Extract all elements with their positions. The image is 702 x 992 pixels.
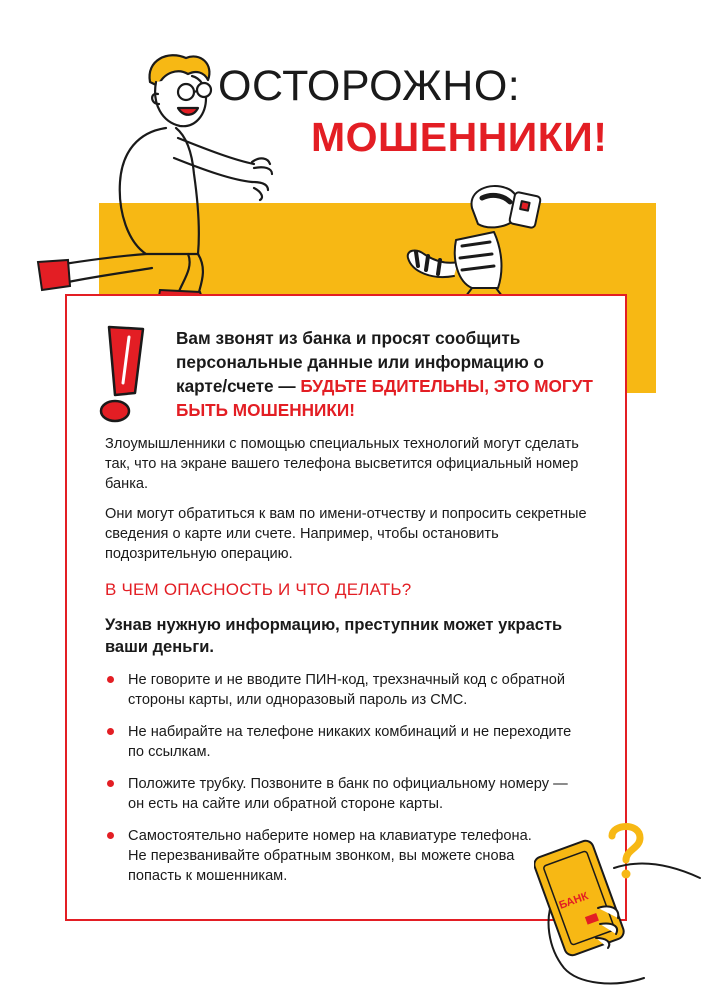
exclamation-icon: [99, 323, 149, 423]
bullet-list: [105, 670, 585, 898]
raccoon-illustration: [402, 180, 562, 300]
bullet-dot: [107, 780, 114, 787]
bullet-dot: [107, 832, 114, 839]
bullet-dot: [107, 676, 114, 683]
bullet-text: Самостоятельно наберите номер на клавиатуре телефона. Не перезванивайте обратным звонком, вы можете снова попасть к мошенникам.: [128, 828, 532, 884]
lead-text: [176, 326, 596, 422]
paragraph-1: Злоумышленники с помощью специальных технологий могут сделать так, что на экране вашего телефона высветится официальный номер банка.: [105, 436, 579, 492]
lead-body: Вам звонят из банка и просят сообщить персональные данные или информацию о карте/счете —: [176, 328, 545, 396]
bullet-text: Не говорите и не вводите ПИН-код, трехзначный код с обратной стороны карты, или одноразовый пароль из СМС.: [128, 672, 566, 708]
sub-heading: Узнав нужную информацию, преступник может украсть ваши деньги.: [105, 616, 563, 656]
list-item: [105, 722, 585, 762]
lead-warning: БУДЬТЕ БДИТЕЛЬНЫ, ЭТО МОГУТ БЫТЬ МОШЕННИКИ!: [176, 376, 593, 420]
phone-screen-text: БАНК: [557, 890, 590, 912]
phone-hand-illustration: [534, 838, 702, 988]
list-item: [105, 670, 585, 710]
bullet-text: Положите трубку. Позвоните в банк по официальному номеру — он есть на сайте или обратной стороне карты.: [128, 776, 568, 812]
man-illustration: [28, 42, 288, 304]
title-line-2: МОШЕННИКИ!: [311, 114, 608, 160]
bullet-dot: [107, 728, 114, 735]
list-item: [105, 826, 548, 886]
list-item: [105, 774, 585, 814]
title-line-1: ОСТОРОЖНО:: [218, 62, 521, 110]
bullet-text: Не набирайте на телефоне никаких комбинаций и не переходите по ссылкам.: [128, 724, 572, 760]
paragraph-2: Они могут обратиться к вам по имени-отчеству и попросить секретные сведения о карте или счете. Например, чтобы остановить подозрительную операцию.: [105, 506, 587, 562]
section-heading: В ЧЕМ ОПАСНОСТЬ И ЧТО ДЕЛАТЬ?: [105, 580, 412, 599]
